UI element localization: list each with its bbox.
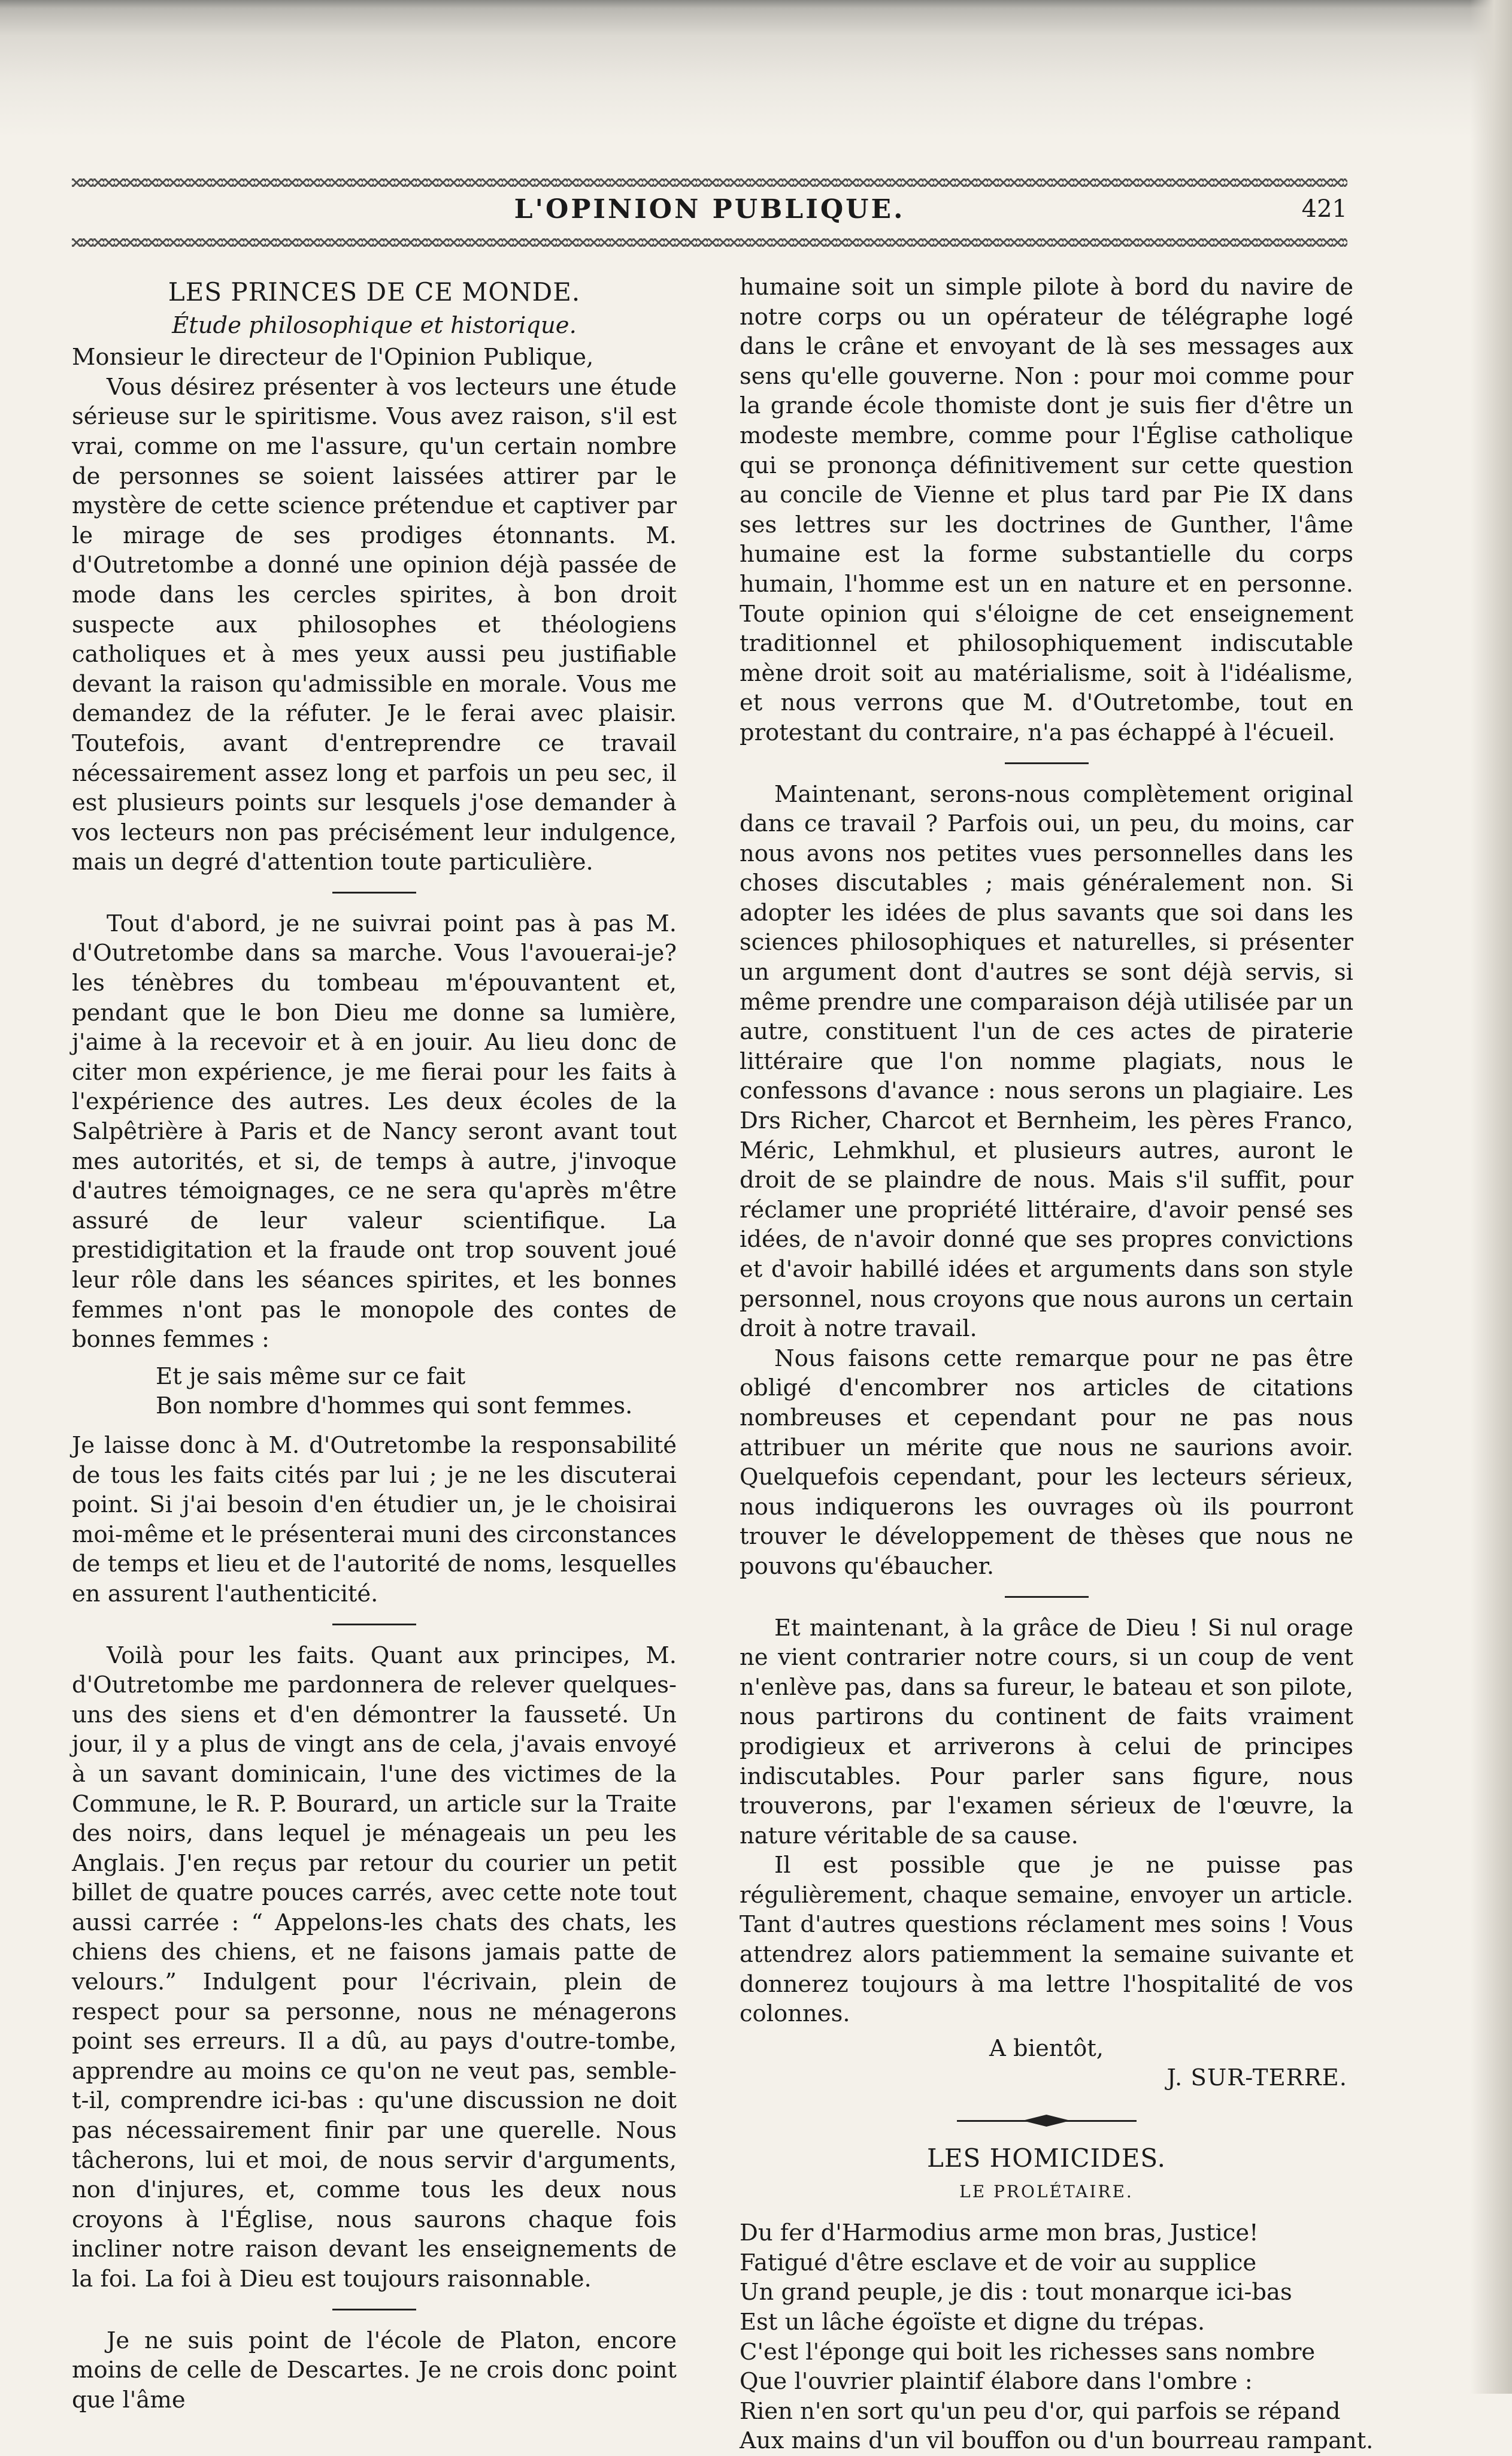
poem-line: Est un lâche égoïste et digne du trépas. [740, 2309, 1205, 2336]
journal-title: L'OPINION PUBLIQUE. [514, 194, 905, 225]
poem-line: Que l'ouvrier plaintif élabore dans l'ombre : [740, 2368, 1253, 2396]
paragraph: Nous faisons cette remarque pour ne pas être obligé d'encombrer nos articles de citations nombreuses et cependant pour ne pas nous attribuer un mérite que nous ne saurions avoir. Quelquefois cependant, pour les lecteurs sérieux, nous indiquerons les ouvrages où ils pourront trouver le développement de thèses que nous ne pouvons qu'ébaucher. [740, 1344, 1353, 1580]
section-divider [332, 2309, 416, 2310]
poem [740, 2218, 1374, 2456]
verse-quote [156, 1362, 677, 1421]
ornament-diamond [1023, 2115, 1071, 2127]
paragraph: Maintenant, serons-nous complètement original dans ce travail ? Parfois oui, un peu, du moins, car nous avons nos petites vues personnelles dans les choses discutables ; mais généralement non. Si adopter les idées de plus savants que soi dans les sciences philosophiques et naturelles, si présenter un argument dont d'autres se sont déjà servis, si même prendre une comparaison déjà utilisée par un autre, constituent l'un de ces actes de piraterie littéraire que l'on nomme plagiats, nous le confessons d'avance : nous serons un plagiaire. Les Drs Richer, Charcot et Bernheim, les pères Franco, Méric, Lehmkhul, et plusieurs autres, auront le droit de se plaindre de nous. Mais s'il suffit, pour réclamer une propriété littéraire, d'avoir pensé ses idées, de n'avoir donné que ses propres convictions et d'avoir habillé idées et arguments dans son style personnel, nous croyons que nous aurons un certain droit à notre travail. [740, 780, 1353, 1343]
paragraph: humaine soit un simple pilote à bord du navire de notre corps ou un opérateur de télégraphe logé dans le crâne et envoyant de là ses messages aux sens qu'elle gouverne. Non : pour moi comme pour la grande école thomiste dont je suis fier d'être un modeste membre, comme pour l'Église catholique qui se prononça définitivement sur cette question au concile de Vienne et plus tard par Pie IX dans ses lettres sur les doctrines de Gunther, l'âme humaine est la forme substantielle du corps humain, l'homme est un en nature et en personne. Toute opinion qui s'éloigne de cet enseignement traditionnel et philosophiquement indiscutable mène droit soit au matérialisme, soit à l'idéalisme, et nous verrons que M. d'Outretombe, tout en protestant du contraire, n'a pas échappé à l'écueil. [740, 274, 1353, 746]
page-header [72, 189, 1347, 237]
verse-line: Bon nombre d'hommes qui sont femmes. [156, 1392, 633, 1420]
paragraph: Vous désirez présenter à vos lecteurs une étude sérieuse sur le spiritisme. Vous avez raison, s'il est vrai, comme on me l'assure, qu'un certain nombre de personnes se soient laissées attirer par le mystère de cette science prétendue et captiver par le mirage de ses prodiges étonnants. M. d'Outretombe a donné une opinion déjà passée de mode dans les cercles spirites, à bon droit suspecte aux philosophes et théologiens catholiques et à mes yeux aussi peu justifiable devant la raison qu'admissible en morale. Vous me demandez de la réfuter. Je le ferai avec plaisir. Toutefois, avant d'entreprendre ce travail nécessairement assez long et parfois un peu sec, il est plusieurs points sur lesquels j'ose demander à vos lecteurs non pas précisément leur indulgence, mais un degré d'attention toute particulière. [72, 373, 677, 876]
poem-line: Fatigué d'être esclave et de voir au supplice [740, 2249, 1257, 2276]
section-ornament [957, 2115, 1137, 2127]
section-divider [332, 892, 416, 894]
signoff: A bientôt, [989, 2034, 1104, 2062]
author-signature: J. SUR-TERRE. [1166, 2064, 1347, 2092]
page-top-shadow [0, 0, 1512, 138]
header-ornament-bottom [72, 238, 1347, 247]
header-ornament-top [72, 178, 1347, 187]
page-edge-shadow [1470, 0, 1512, 2394]
section-divider [1005, 762, 1089, 764]
left-column [72, 272, 677, 2415]
poem-line: Un grand peuple, je dis : tout monarque ici-bas [740, 2279, 1292, 2306]
paragraph: Et maintenant, à la grâce de Dieu ! Si nul orage ne vient contrarier notre cours, si un coup de vent n'enlève pas, dans sa fureur, le bateau et son pilote, nous partirons du continent de faits vraiment prodigieux et arriverons à celui de principes indiscutables. Pour parler sans figure, nous trouverons, par l'examen sérieux de l'œuvre, la nature véritable de sa cause. [740, 1614, 1353, 1849]
paragraph: Il est possible que je ne puisse pas régulièrement, chaque semaine, envoyer un article. Tant d'autres questions réclament mes soins ! Vous attendrez alors patiemment la semaine suivante et donnerez toujours à ma lettre l'hospitalité de vos colonnes. [740, 1852, 1353, 2028]
paragraph: Je ne suis point de l'école de Platon, encore moins de celle de Descartes. Je ne crois donc point que l'âme [72, 2327, 677, 2413]
paragraph: Tout d'abord, je ne suivrai point pas à pas M. d'Outretombe dans sa marche. Vous l'avouerai-je? les ténèbres du tombeau m'épouvantent et, pendant que le bon Dieu me donne sa lumière, j'aime à la recevoir et à en jouir. Au lieu donc de citer mon expérience, je me fierai pour les faits à l'expérience des autres. Les deux écoles de la Salpêtrière à Paris et de Nancy seront avant tout mes autorités, et si, de temps à autre, j'invoque d'autres témoignages, ce ne sera qu'après m'être assuré de leur valeur scientifique. La prestidigitation et la fraude ont trop souvent joué leur rôle dans les séances spirites, et les bonnes femmes n'ont pas le monopole des contes de bonnes femmes : [72, 910, 677, 1353]
paragraph: Je laisse donc à M. d'Outretombe la responsabilité de tous les faits cités par lui ; je ne les discuterai point. Si j'ai besoin d'en étudier un, je le choisirai moi-même et le présenterai muni des circonstances de temps et lieu et de l'autorité de noms, lesquelles en assurent l'authenticité. [72, 1431, 677, 1607]
section-divider [332, 1624, 416, 1625]
poem-subtitle: LE PROLÉTAIRE. [959, 2181, 1134, 2201]
poem-line: C'est l'éponge qui boit les richesses sans nombre [740, 2338, 1316, 2366]
salutation: Monsieur le directeur de l'Opinion Publique, [72, 344, 594, 371]
article-title: LES PRINCES DE CE MONDE. [168, 277, 581, 307]
verse-line: Et je sais même sur ce fait [156, 1362, 466, 1390]
page-number: 421 [1301, 195, 1347, 223]
poem-line: Aux mains d'un vil bouffon ou d'un bourreau rampant. [740, 2427, 1374, 2455]
paragraph: Voilà pour les faits. Quant aux principes, M. d'Outretombe me pardonnera de relever quelques-uns des siens et d'en démontrer la fausseté. Un jour, il y a plus de vingt ans de cela, j'avais envoyé à un savant dominicain, l'une des victimes de la Commune, le R. P. Bourard, un article sur la Traite des noirs, dans lequel je ménageais un peu les Anglais. J'en reçus par retour du courier un petit billet de quatre pouces carrés, avec cette note tout aussi carrée : “ Appelons-les chats des chats, les chiens des chiens, et ne faisons jamais patte de velours.” Indulgent pour l'écrivain, plein de respect pour sa personne, nous ne ménagerons point ses erreurs. Il a dû, au pays d'outre-tombe, apprendre au moins ce qu'on ne veut pas, semble-t-il, comprendre ici-bas : qu'une discussion ne doit pas nécessairement finir par une querelle. Nous tâcherons, lui et moi, de nous servir d'arguments, non d'injures, et, comme tous les deux nous croyons à l'Église, nous saurons chaque fois incliner notre raison devant les enseignements de la foi. La foi à Dieu est toujours raisonnable. [72, 1642, 677, 2293]
right-column [740, 272, 1374, 2456]
article-subtitle: Étude philosophique et historique. [172, 311, 577, 339]
poem-line: Rien n'en sort qu'un peu d'or, qui parfois se répand [740, 2397, 1341, 2425]
poem-title: LES HOMICIDES. [926, 2143, 1166, 2173]
poem-line: Du fer d'Harmodius arme mon bras, Justice! [740, 2219, 1259, 2247]
section-divider [1005, 1596, 1089, 1598]
